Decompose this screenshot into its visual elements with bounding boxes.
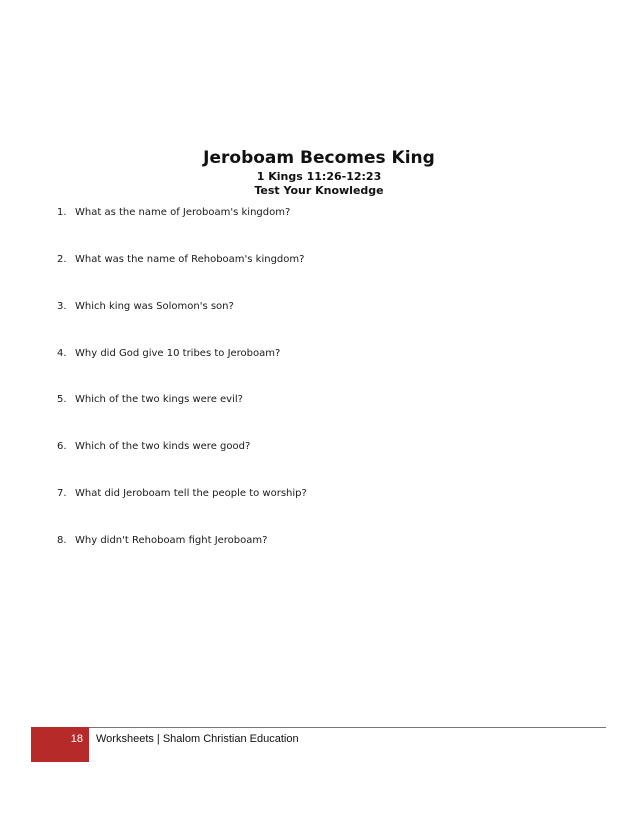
page-title: Jeroboam Becomes King — [203, 148, 435, 168]
question-text: Why did God give 10 tribes to Jeroboam? — [75, 348, 281, 359]
question-number: 1. — [57, 207, 67, 218]
question-number: 6. — [57, 441, 67, 452]
question-number: 2. — [57, 254, 67, 265]
question-text: Which of the two kinds were good? — [75, 441, 251, 452]
page-number: 18 — [70, 733, 83, 745]
question-item — [57, 393, 243, 407]
question-item — [57, 206, 290, 220]
question-text: What was the name of Rehoboam's kingdom? — [75, 254, 305, 265]
question-number: 5. — [57, 394, 67, 405]
question-item — [57, 534, 267, 548]
question-text: Why didn't Rehoboam fight Jeroboam? — [75, 535, 268, 546]
footer-text: Worksheets | Shalom Christian Education — [96, 733, 299, 745]
question-text: What did Jeroboam tell the people to worship? — [75, 488, 307, 499]
page-number-block — [31, 727, 89, 762]
page-subtitle: Test Your Knowledge — [254, 184, 384, 197]
question-number: 8. — [57, 535, 67, 546]
question-number: 7. — [57, 488, 67, 499]
question-number: 3. — [57, 301, 67, 312]
question-text: Which of the two kings were evil? — [75, 394, 243, 405]
scripture-reference: 1 Kings 11:26-12:23 — [256, 170, 382, 183]
question-item — [57, 487, 307, 501]
question-item — [57, 347, 280, 361]
question-number: 4. — [57, 348, 67, 359]
question-text: What as the name of Jeroboam's kingdom? — [75, 207, 291, 218]
footer-divider — [89, 727, 606, 728]
question-item — [57, 440, 250, 454]
question-item — [57, 300, 234, 314]
question-item — [57, 253, 304, 267]
question-text: Which king was Solomon's son? — [75, 301, 234, 312]
